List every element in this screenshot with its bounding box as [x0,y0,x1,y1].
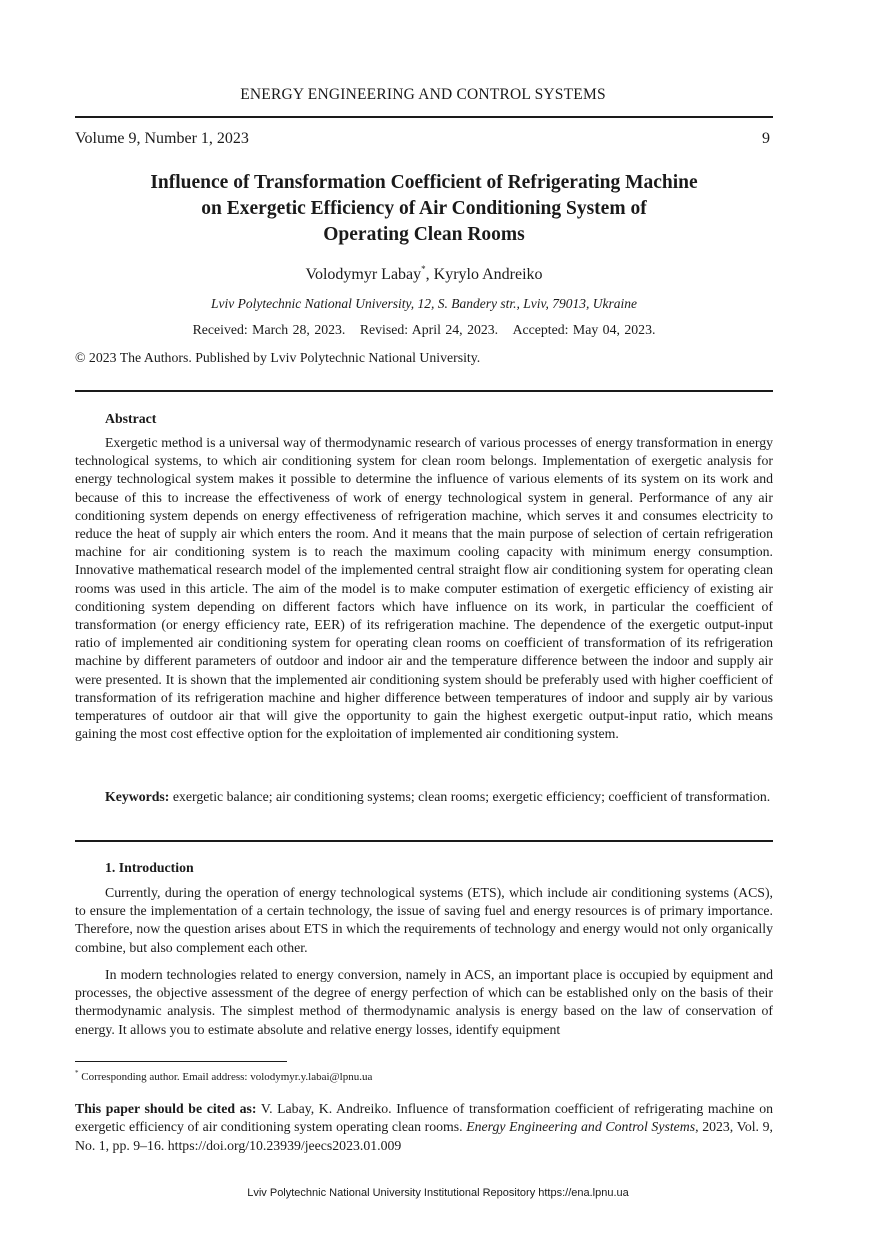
accepted-date: Accepted: May 04, 2023. [512,322,656,337]
paragraph-text: In modern technologies related to energy conversion, namely in ACS, an important place is occupied by equipment and processes, the objective assessment of the degree of energy perfection of which can be established only on the basis of their thermodynamic analysis. The simplest method of thermodynamic analysis is energy based on the law of conservation of energy. It allows you to estimate absolute and relative energy losses, identify equipment [75,967,773,1037]
repository-footer: Lviv Polytechnic National University Institutional Repository https://ena.lpnu.ua [247,1187,629,1199]
abstract-text [75,434,773,743]
title-line: Influence of Transformation Coefficient of Refrigerating Machine [150,172,698,193]
footnote-rule [75,1061,287,1062]
citation-label: This paper should be cited as: [75,1101,257,1116]
footnote [75,1069,372,1083]
intro-paragraph [75,884,773,957]
citation-details: , 2023, Vol. 9, No. 1, pp. 9–16. https://doi.org/10.23939/jeecs2023.01.009 [75,1119,773,1153]
article-title [75,170,773,248]
keywords [75,788,773,806]
abstract-paragraph: Exergetic method is a universal way of thermodynamic research of various processes of energy transformation in energy technological systems, to which air conditioning system for clean room belongs. Implementation of exergetic analysis for energy technological system makes it possible to determine the influence of various elements of its system on its work and because of this to increase the effectiveness of work of energy technological system in general. Performance of any air conditioning system depends on energy effectiveness of refrigeration machine, which serves it and consumes electricity to reduce the heat of supply air which enters the room. And it means that the main purpose of selection of certain refrigeration machine for air conditioning system is to reach the maximum cooling capacity with minimum energy consumption. Innovative mathematical research model of the implemented central straight flow air conditioning system for operating clean rooms was used in this article. The aim of the model is to make computer estimation of exergetic efficiency of existing air conditioning system depending on different factors which have influence on its work, in particular the coefficient of transformation (or energy efficiency rate, EER) of its refrigeration machine. The dependence of the exergetic output-input ratio of implemented air conditioning system for operating clean rooms on coefficient of transformation of its refrigeration machine by different parameters of outdoor and indoor air and the temperature difference between the indoor and supply air were presented. It is shown that the implemented air conditioning system should be preferably used with higher coefficient of transformation of its refrigeration machine and higher difference between temperatures of indoor and supply air by various temperatures of outdoor air that will give the opportunity to gain the highest exergetic output-input ratio, which means gaining the most cost effective option for the exploitation of implemented air conditioning system. [75,435,773,742]
affiliation: Lviv Polytechnic National University, 12, S. Bandery str., Lviv, 79013, Ukraine [210,296,638,311]
volume-info: Volume 9, Number 1, 2023 [75,130,249,147]
citation-text: V. Labay, K. Andreiko. Influence of transformation coefficient of refrigerating machine on exergetic efficiency of air conditioning system operating clean rooms. [75,1101,773,1135]
citation [75,1100,773,1155]
intro-paragraph [75,966,773,1039]
title-line: Operating Clean Rooms [323,224,525,245]
section-heading: 1. Introduction [105,860,194,875]
keywords-label: Keywords: [105,789,170,804]
author-name: Volodymyr Labay [305,266,422,283]
title-line: on Exergetic Efficiency of Air Conditioning System of [201,198,647,219]
copyright: © 2023 The Authors. Published by Lviv Polytechnic National University. [75,350,481,365]
footnote-text: Corresponding author. Email address: volodymyr.y.labai@lpnu.ua [78,1071,373,1083]
received-date: Received: March 28, 2023. [192,322,346,337]
dates [75,322,773,338]
author-name: , Kyrylo Andreiko [425,266,543,283]
citation-journal: Energy Engineering and Control Systems [466,1119,696,1135]
authors [75,264,773,284]
abstract-heading: Abstract [105,411,157,426]
section-rule [75,840,773,842]
section-rule [75,390,773,392]
page-number: 9 [762,130,770,147]
corresponding-mark: * [421,264,426,274]
footnote-mark: * [75,1069,79,1077]
keywords-text: exergetic balance; air conditioning systems; clean rooms; exergetic efficiency; coefficient of transformation. [172,789,771,804]
revised-date: Revised: April 24, 2023. [359,322,499,337]
journal-name: ENERGY ENGINEERING AND CONTROL SYSTEMS [240,86,606,103]
paragraph-text: Currently, during the operation of energy technological systems (ETS), which include air conditioning systems (ACS), to ensure the implementation of a certain technology, the issue of saving fuel and energy resources is of primary importance. Therefore, now the question arises about ETS in which the requirements of technology and energy would not only organically combine, but also complement each other. [75,885,773,955]
header-rule [75,116,773,118]
